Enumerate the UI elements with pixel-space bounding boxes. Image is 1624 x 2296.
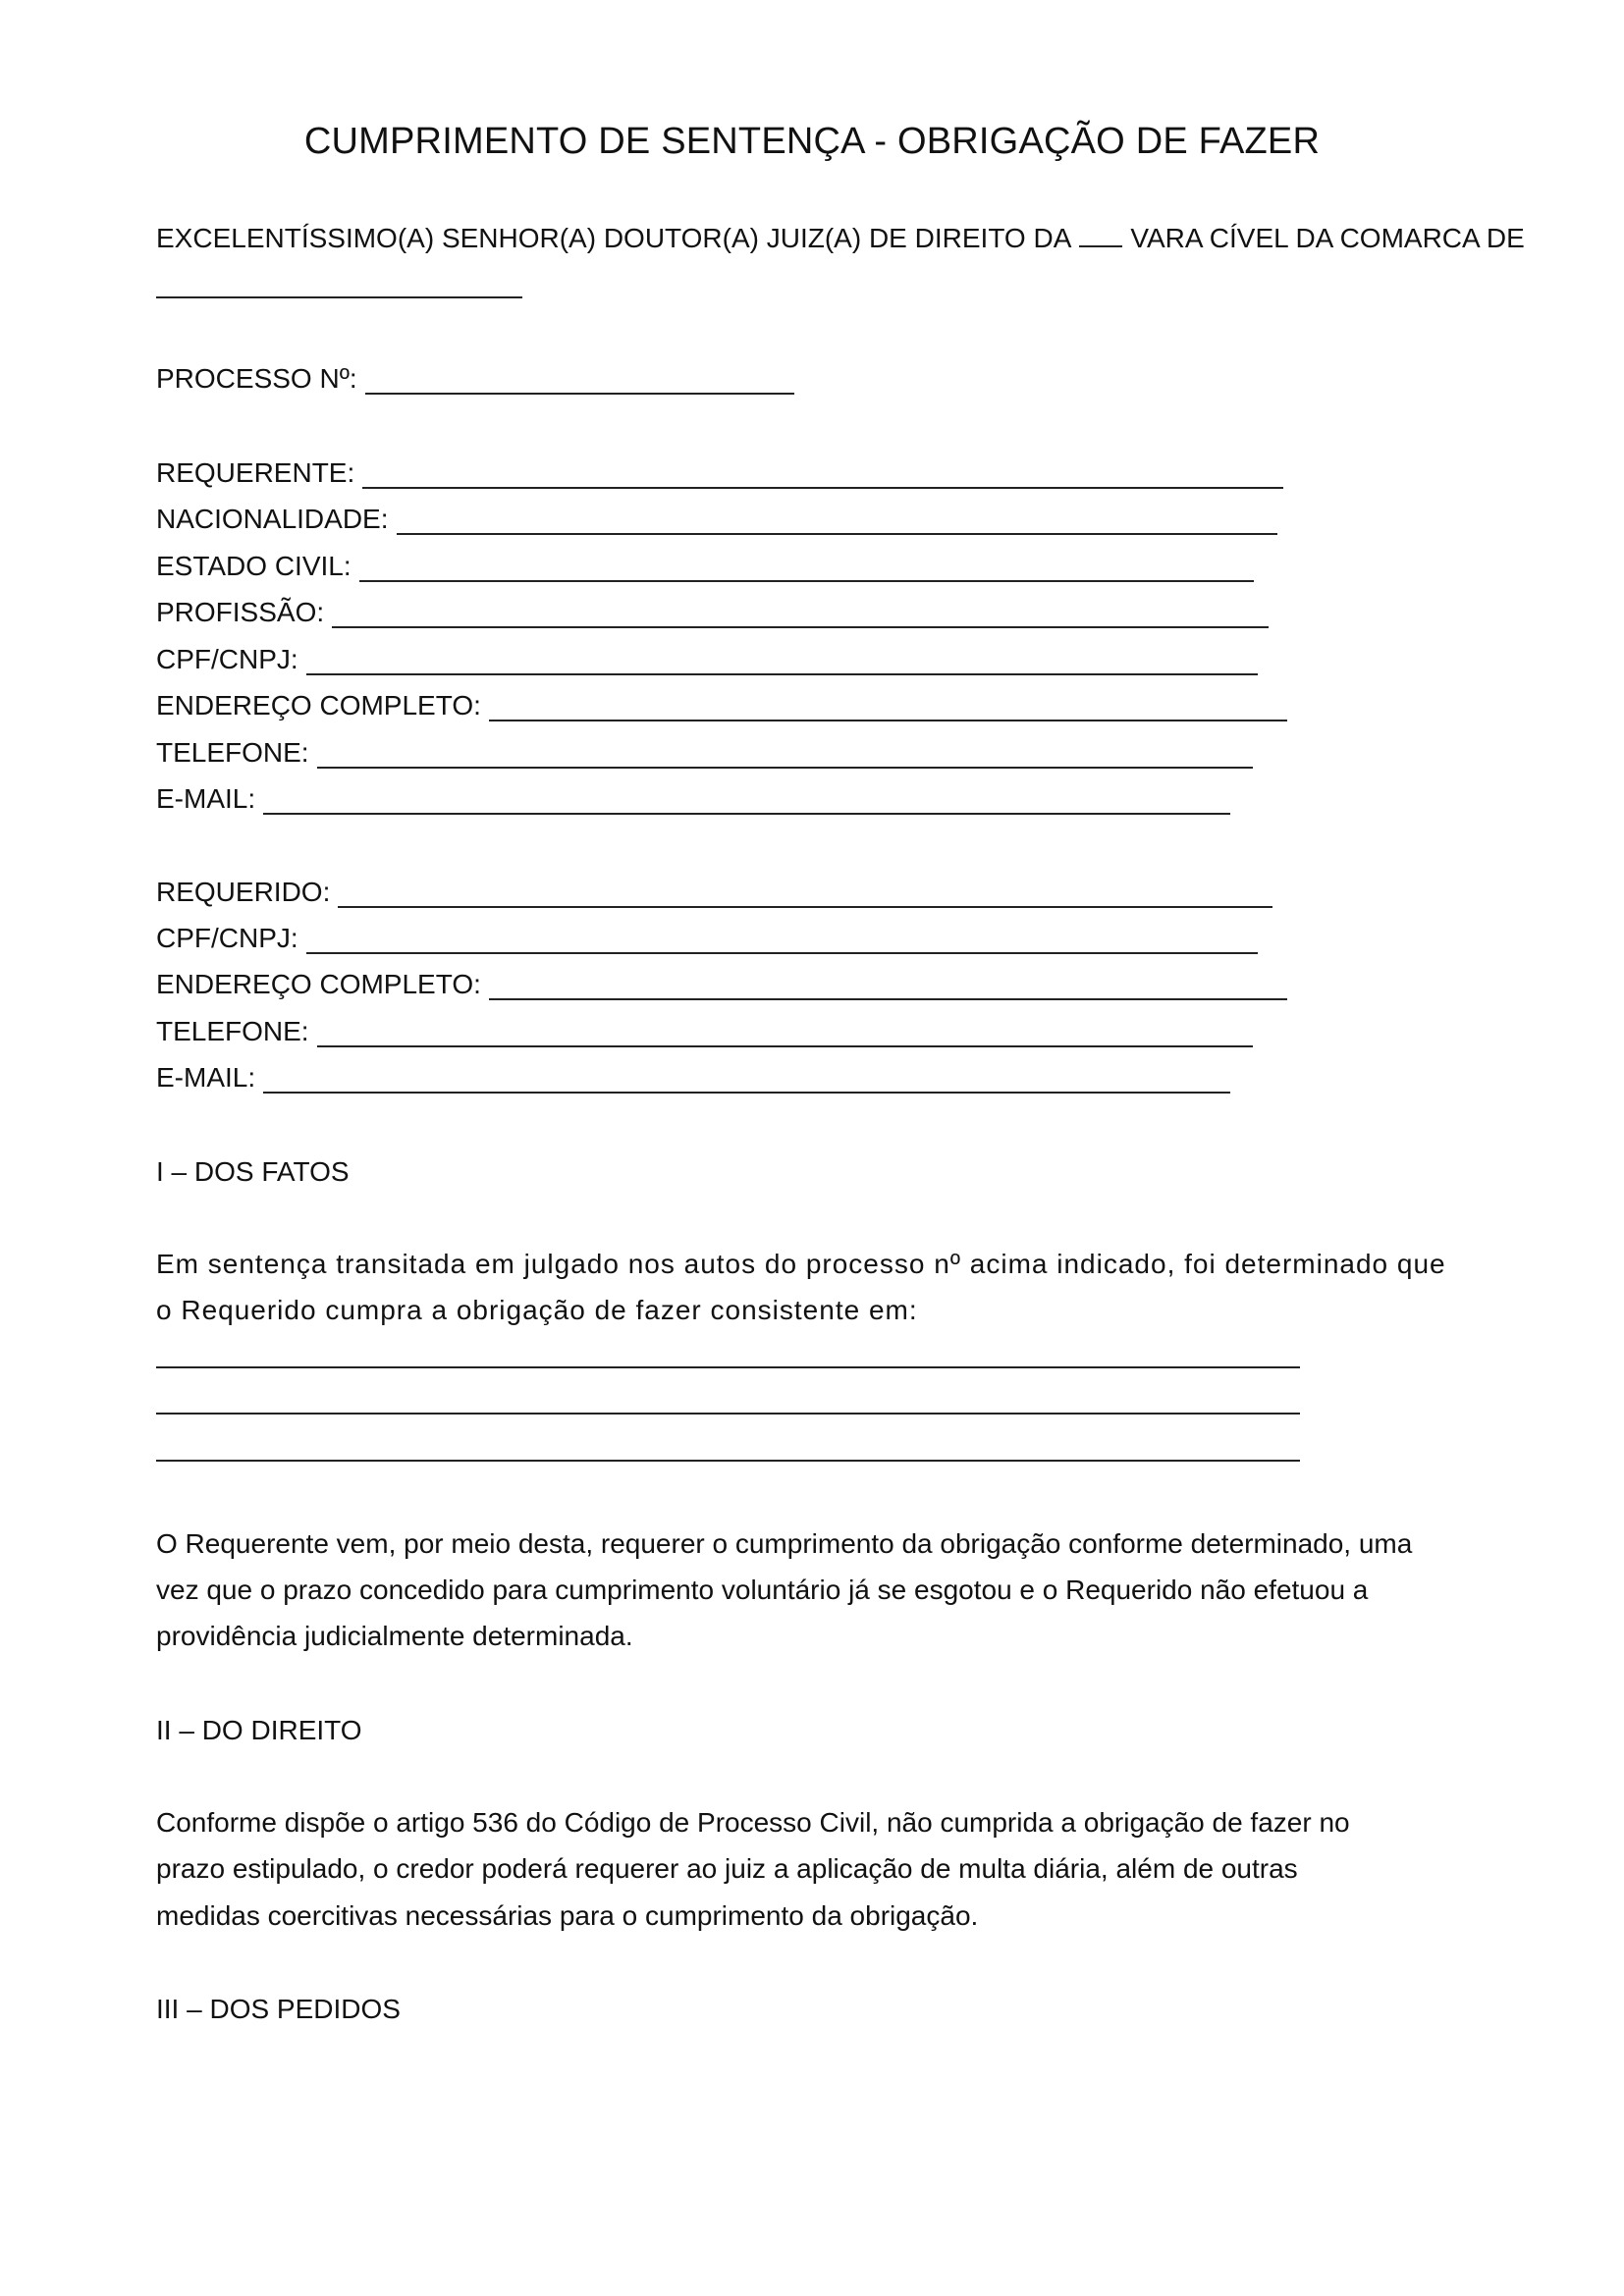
requerido-phone-label: TELEFONE: (156, 1016, 309, 1046)
requerente-name-blank[interactable] (362, 463, 1283, 489)
law-paragraph-line1: Conforme dispõe o artigo 536 do Código de Processo Civil, não cumprida a obrigação de fazer no (156, 1807, 1350, 1838)
requerente-phone-field[interactable] (156, 737, 1253, 769)
requerente-nationality-label: NACIONALIDADE: (156, 504, 389, 534)
addressee-line (156, 222, 1525, 254)
requerido-name-blank[interactable] (338, 882, 1272, 908)
requerente-email-field[interactable] (156, 783, 1230, 815)
requerente-name-field[interactable] (156, 457, 1283, 489)
requerido-cpf-label: CPF/CNPJ: (156, 923, 298, 953)
requerido-email-blank[interactable] (263, 1068, 1230, 1094)
obligation-blank-line-3[interactable] (156, 1460, 1300, 1462)
obligation-blank-line-2[interactable] (156, 1413, 1300, 1415)
comarca-blank[interactable] (156, 296, 522, 298)
law-paragraph-line2: prazo estipulado, o credor poderá requerer ao juiz a aplicação de multa diária, além de outras (156, 1853, 1298, 1884)
facts-paragraph2-line1: O Requerente vem, por meio desta, requerer o cumprimento da obrigação conforme determinado, uma (156, 1528, 1413, 1559)
requerente-address-field[interactable] (156, 690, 1287, 721)
requerente-nationality-blank[interactable] (397, 509, 1278, 535)
requerido-address-blank[interactable] (489, 975, 1287, 1000)
court-number-blank[interactable] (1079, 222, 1122, 247)
facts-paragraph1-line1: Em sentença transitada em julgado nos autos do processo nº acima indicado, foi determinado que (156, 1249, 1446, 1279)
facts-paragraph1-line2: o Requerido cumpra a obrigação de fazer consistente em: (156, 1295, 918, 1325)
requerente-phone-label: TELEFONE: (156, 737, 309, 768)
requerente-profession-label: PROFISSÃO: (156, 597, 325, 627)
requerente-civil-status-blank[interactable] (359, 557, 1254, 582)
requerente-cpf-field[interactable] (156, 644, 1258, 675)
requerido-cpf-blank[interactable] (306, 929, 1258, 954)
requerido-name-field[interactable] (156, 877, 1272, 908)
requerido-email-label: E-MAIL: (156, 1062, 256, 1093)
requerido-address-label: ENDEREÇO COMPLETO: (156, 969, 481, 999)
facts-paragraph2-line3: providência judicialmente determinada. (156, 1621, 633, 1651)
requerente-profession-field[interactable] (156, 597, 1269, 628)
law-paragraph-line3: medidas coercitivas necessárias para o cumprimento da obrigação. (156, 1900, 979, 1931)
process-number-blank[interactable] (365, 369, 794, 395)
requerente-civil-status-label: ESTADO CIVIL: (156, 551, 352, 581)
requerido-cpf-field[interactable] (156, 923, 1258, 954)
requerente-email-blank[interactable] (263, 789, 1230, 815)
requerente-cpf-blank[interactable] (306, 650, 1258, 675)
requerente-address-blank[interactable] (489, 696, 1287, 721)
obligation-blank-line-1[interactable] (156, 1366, 1300, 1368)
addressee-part1: EXCELENTÍSSIMO(A) SENHOR(A) DOUTOR(A) JUIZ(A) DE DIREITO DA (156, 223, 1072, 253)
section-facts-heading: I – DOS FATOS (156, 1156, 350, 1187)
requerente-name-label: REQUERENTE: (156, 457, 355, 488)
requerente-civil-status-field[interactable] (156, 551, 1254, 582)
requerente-nationality-field[interactable] (156, 504, 1277, 535)
requerente-phone-blank[interactable] (317, 743, 1253, 769)
section-requests-heading: III – DOS PEDIDOS (156, 1994, 401, 2024)
requerente-email-label: E-MAIL: (156, 783, 256, 814)
requerido-address-field[interactable] (156, 969, 1287, 1000)
section-law-heading: II – DO DIREITO (156, 1715, 362, 1745)
document-title: CUMPRIMENTO DE SENTENÇA - OBRIGAÇÃO DE FAZER (303, 121, 1321, 162)
requerido-phone-field[interactable] (156, 1016, 1253, 1047)
requerido-phone-blank[interactable] (317, 1022, 1253, 1047)
requerente-cpf-label: CPF/CNPJ: (156, 644, 298, 674)
requerido-name-label: REQUERIDO: (156, 877, 331, 907)
requerente-profession-blank[interactable] (332, 603, 1269, 628)
requerido-email-field[interactable] (156, 1062, 1230, 1094)
process-number-field[interactable] (156, 363, 794, 395)
requerente-address-label: ENDEREÇO COMPLETO: (156, 690, 481, 721)
facts-paragraph2-line2: vez que o prazo concedido para cumprimento voluntário já se esgotou e o Requerido não efetuou a (156, 1575, 1369, 1605)
process-number-label: PROCESSO Nº: (156, 363, 357, 394)
addressee-part2: VARA CÍVEL DA COMARCA DE (1130, 223, 1525, 253)
